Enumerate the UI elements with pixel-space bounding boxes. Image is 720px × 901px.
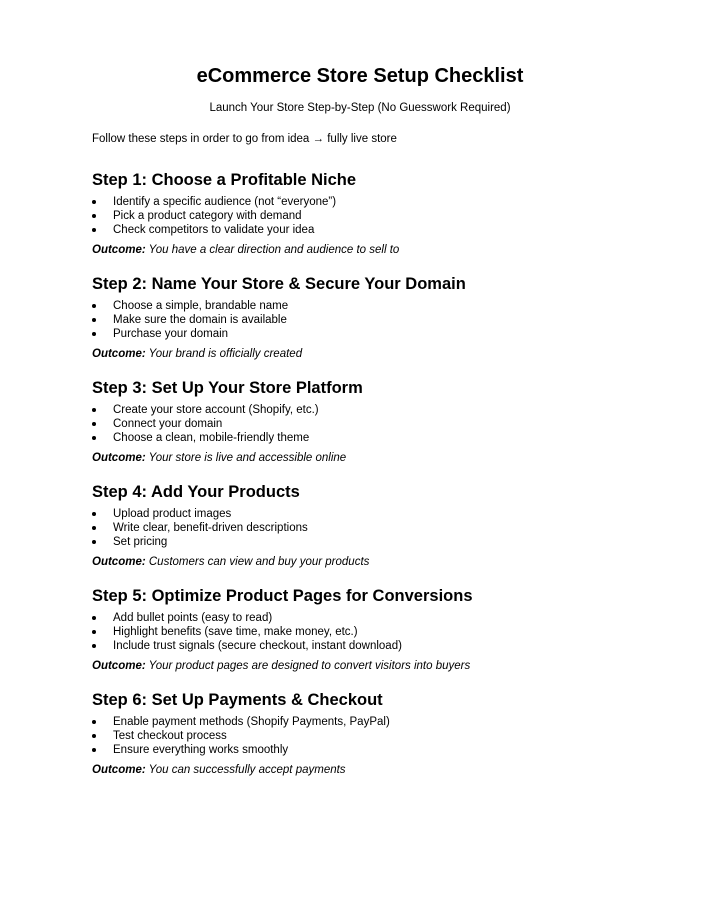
step-outcome (92, 451, 652, 465)
bullet-icon (92, 748, 96, 752)
step-section (92, 170, 652, 274)
bullet-text: Write clear, benefit-driven descriptions (113, 522, 308, 534)
page-title: eCommerce Store Setup Checklist (196, 65, 524, 87)
step-section (92, 586, 652, 690)
bullet-item (92, 611, 652, 625)
bullet-item (92, 729, 652, 743)
steps-list (92, 170, 652, 794)
bullet-icon (92, 630, 96, 634)
bullet-item (92, 507, 652, 521)
bullet-text: Connect your domain (113, 418, 223, 430)
outcome-text: Customers can view and buy your products (148, 556, 370, 568)
bullet-item (92, 299, 652, 313)
step-bullet-list (92, 403, 652, 445)
bullet-icon (92, 436, 96, 440)
bullet-item (92, 431, 652, 445)
step-title: Step 6: Set Up Payments & Checkout (92, 691, 383, 709)
step-outcome (92, 347, 652, 361)
bullet-item (92, 625, 652, 639)
bullet-item (92, 195, 652, 209)
bullet-item (92, 327, 652, 341)
step-outcome (92, 659, 652, 673)
bullet-text: Purchase your domain (113, 328, 229, 340)
outcome-label: Outcome: (92, 244, 146, 256)
step-title: Step 4: Add Your Products (92, 483, 300, 501)
outcome-label: Outcome: (92, 348, 146, 360)
outcome-label: Outcome: (92, 764, 146, 776)
step-title: Step 3: Set Up Your Store Platform (92, 379, 363, 397)
step-outcome (92, 763, 652, 777)
bullet-text: Check competitors to validate your idea (113, 224, 315, 236)
bullet-icon (92, 644, 96, 648)
step-title: Step 2: Name Your Store & Secure Your Domain (92, 275, 466, 293)
bullet-text: Test checkout process (113, 730, 227, 742)
bullet-icon (92, 512, 96, 516)
bullet-icon (92, 616, 96, 620)
bullet-text: Enable payment methods (Shopify Payments, PayPal) (113, 716, 390, 728)
step-bullet-list (92, 507, 652, 549)
bullet-text: Make sure the domain is available (113, 314, 287, 326)
outcome-text: You have a clear direction and audience to sell to (148, 244, 400, 256)
bullet-icon (92, 304, 96, 308)
step-outcome (92, 243, 652, 257)
bullet-item (92, 743, 652, 757)
step-bullet-list (92, 195, 652, 237)
step-bullet-list (92, 299, 652, 341)
bullet-item (92, 313, 652, 327)
outcome-text: Your product pages are designed to convert visitors into buyers (148, 660, 471, 672)
bullet-item (92, 715, 652, 729)
bullet-item (92, 209, 652, 223)
step-bullet-list (92, 611, 652, 653)
bullet-item (92, 223, 652, 237)
bullet-text: Pick a product category with demand (113, 210, 302, 222)
bullet-text: Ensure everything works smoothly (113, 744, 289, 756)
page-subtitle: Launch Your Store Step-by-Step (No Guesswork Required) (209, 102, 511, 114)
bullet-icon (92, 200, 96, 204)
outcome-text: Your brand is officially created (148, 348, 303, 360)
bullet-icon (92, 332, 96, 336)
bullet-text: Choose a clean, mobile-friendly theme (113, 432, 310, 444)
step-section (92, 378, 652, 482)
outcome-text: Your store is live and accessible online (148, 452, 347, 464)
bullet-icon (92, 540, 96, 544)
bullet-text: Add bullet points (easy to read) (113, 612, 273, 624)
bullet-text: Choose a simple, brandable name (113, 300, 289, 312)
bullet-text: Identify a specific audience (not “everyone”) (113, 196, 337, 208)
bullet-item (92, 639, 652, 653)
bullet-text: Upload product images (113, 508, 232, 520)
bullet-text: Include trust signals (secure checkout, instant download) (113, 640, 402, 652)
step-section (92, 690, 652, 794)
bullet-item (92, 535, 652, 549)
bullet-icon (92, 214, 96, 218)
bullet-text: Set pricing (113, 536, 168, 548)
bullet-icon (92, 526, 96, 530)
outcome-label: Outcome: (92, 452, 146, 464)
outcome-label: Outcome: (92, 556, 146, 568)
step-section (92, 482, 652, 586)
step-title: Step 5: Optimize Product Pages for Conversions (92, 587, 473, 605)
bullet-icon (92, 720, 96, 724)
bullet-icon (92, 734, 96, 738)
step-title: Step 1: Choose a Profitable Niche (92, 171, 357, 189)
bullet-icon (92, 228, 96, 232)
step-outcome (92, 555, 652, 569)
bullet-text: Highlight benefits (save time, make money, etc.) (113, 626, 358, 638)
bullet-item (92, 521, 652, 535)
bullet-icon (92, 408, 96, 412)
step-section (92, 274, 652, 378)
bullet-icon (92, 422, 96, 426)
bullet-item (92, 417, 652, 431)
bullet-icon (92, 318, 96, 322)
outcome-text: You can successfully accept payments (148, 764, 346, 776)
bullet-item (92, 403, 652, 417)
outcome-label: Outcome: (92, 660, 146, 672)
intro-text: Follow these steps in order to go from idea → fully live store (92, 133, 397, 145)
step-bullet-list (92, 715, 652, 757)
bullet-text: Create your store account (Shopify, etc.) (113, 404, 319, 416)
